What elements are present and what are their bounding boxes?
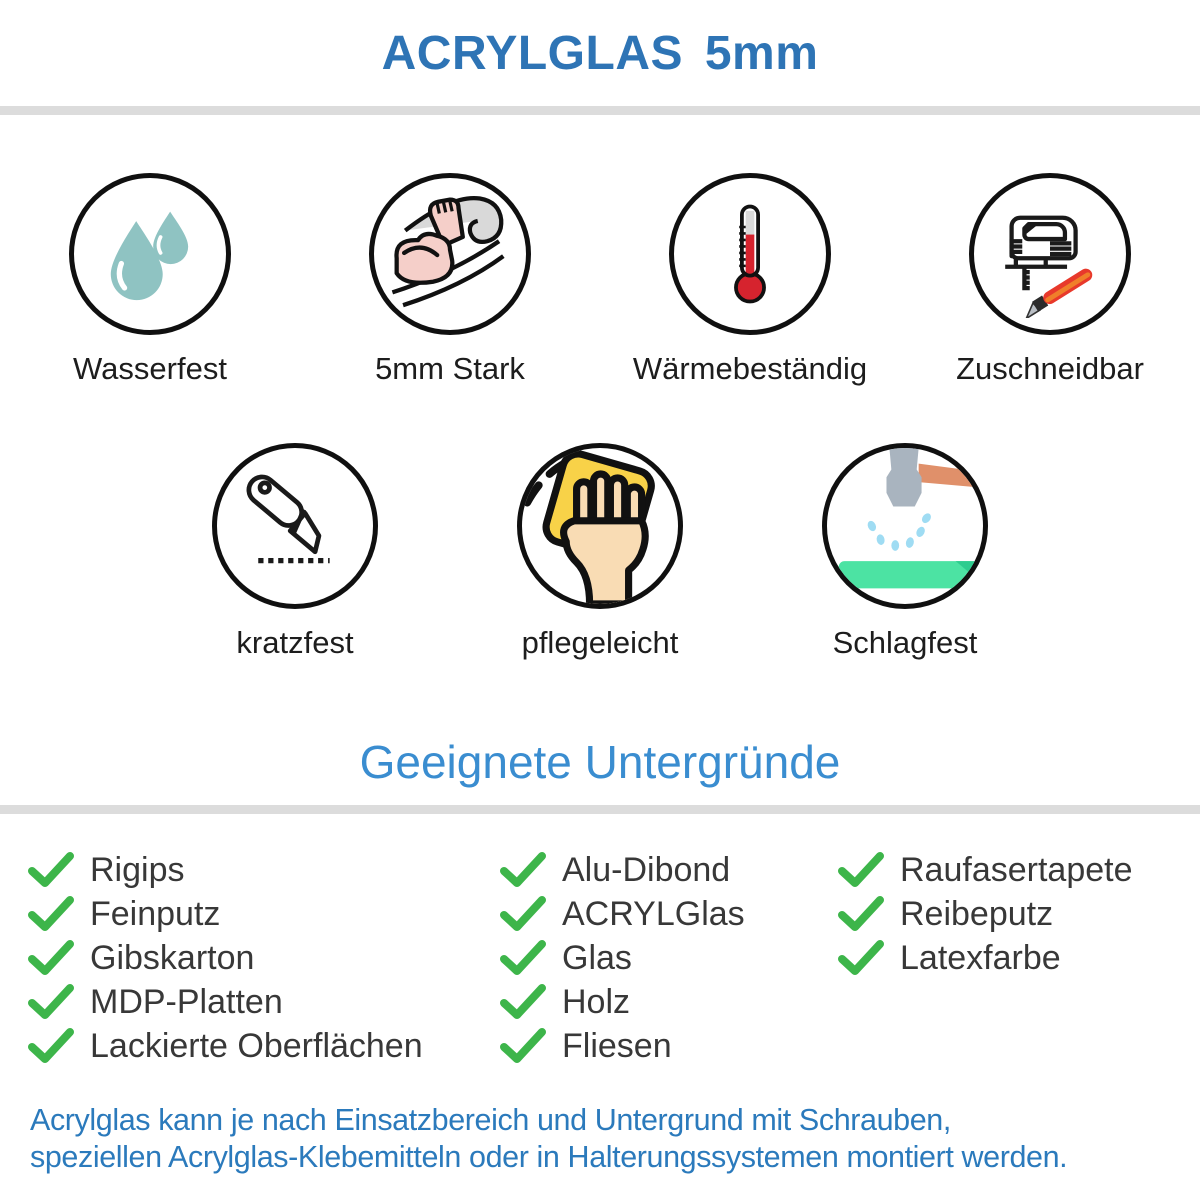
substrate-label: Reibeputz <box>900 894 1054 933</box>
feature-row-2 <box>0 443 1200 661</box>
list-item <box>28 936 500 980</box>
feature-heat-resistant <box>600 173 900 387</box>
substrate-label: Rigips <box>90 850 185 889</box>
list-item <box>500 892 838 936</box>
list-item <box>838 892 1200 936</box>
feature-label: Schlagfest <box>832 625 978 660</box>
substrate-column-2 <box>500 848 838 1068</box>
water-drops-icon <box>69 173 231 335</box>
flexed-arm-material-roll-icon <box>369 173 531 335</box>
check-icon <box>838 852 884 888</box>
substrate-label: MDP-Platten <box>90 982 283 1021</box>
utility-knife-icon <box>212 443 378 609</box>
check-icon <box>500 852 546 888</box>
feature-row-1 <box>0 173 1200 387</box>
substrate-label: Gibskarton <box>90 938 255 977</box>
substrate-column-3 <box>838 848 1200 980</box>
substrate-label: Raufasertapete <box>900 850 1133 889</box>
check-icon <box>500 896 546 932</box>
substrate-column-1 <box>28 848 500 1068</box>
list-item <box>500 1024 838 1068</box>
substrate-label: Glas <box>562 938 632 977</box>
substrate-label: Fliesen <box>562 1026 672 1065</box>
feature-label: pflegeleicht <box>521 625 679 660</box>
divider-middle <box>0 805 1200 814</box>
divider-top <box>0 106 1200 115</box>
feature-label: 5mm Stark <box>375 351 525 386</box>
list-item <box>838 936 1200 980</box>
substrate-label: Lackierte Oberflächen <box>90 1026 423 1065</box>
section-title-substrates: Geeignete Untergründe <box>359 736 841 788</box>
feature-impact-resistant <box>753 443 1058 661</box>
feature-label: Wärmebeständig <box>632 351 868 386</box>
check-icon <box>500 984 546 1020</box>
list-item <box>28 1024 500 1068</box>
feature-waterproof <box>0 173 300 387</box>
check-icon <box>838 896 884 932</box>
list-item <box>500 936 838 980</box>
list-item <box>838 848 1200 892</box>
check-icon <box>500 940 546 976</box>
list-item <box>28 980 500 1024</box>
mounting-note-line1: Acrylglas kann je nach Einsatzbereich und Untergrund mit Schrauben, <box>30 1103 951 1137</box>
feature-label: Zuschneidbar <box>956 351 1144 386</box>
substrate-label: Holz <box>562 982 631 1021</box>
feature-label: kratzfest <box>236 625 354 660</box>
hand-wiping-cloth-icon <box>517 443 683 609</box>
feature-thickness <box>300 173 600 387</box>
check-icon <box>28 1028 74 1064</box>
hammer-impact-icon <box>822 443 988 609</box>
check-icon <box>28 984 74 1020</box>
thermometer-icon <box>669 173 831 335</box>
check-icon <box>500 1028 546 1064</box>
check-icon <box>838 940 884 976</box>
feature-scratchproof <box>143 443 448 661</box>
mounting-note <box>0 1102 1200 1176</box>
feature-easy-care <box>448 443 753 661</box>
substrate-checklist <box>0 848 1200 1068</box>
page-title: ACRYLGLAS 5mm <box>381 27 819 80</box>
feature-cuttable <box>900 173 1200 387</box>
mounting-note-line2: speziellen Acrylglas-Klebemitteln oder in Halterungssystemen montiert werden. <box>30 1140 1068 1174</box>
substrate-label: ACRYLGlas <box>562 894 745 933</box>
check-icon <box>28 940 74 976</box>
substrate-label: Alu-Dibond <box>562 850 731 889</box>
check-icon <box>28 852 74 888</box>
substrate-label: Latexfarbe <box>900 938 1061 977</box>
list-item <box>500 848 838 892</box>
list-item <box>28 892 500 936</box>
check-icon <box>28 896 74 932</box>
jigsaw-and-cutter-icon <box>969 173 1131 335</box>
substrate-label: Feinputz <box>90 894 221 933</box>
list-item <box>500 980 838 1024</box>
feature-label: Wasserfest <box>73 351 227 386</box>
list-item <box>28 848 500 892</box>
